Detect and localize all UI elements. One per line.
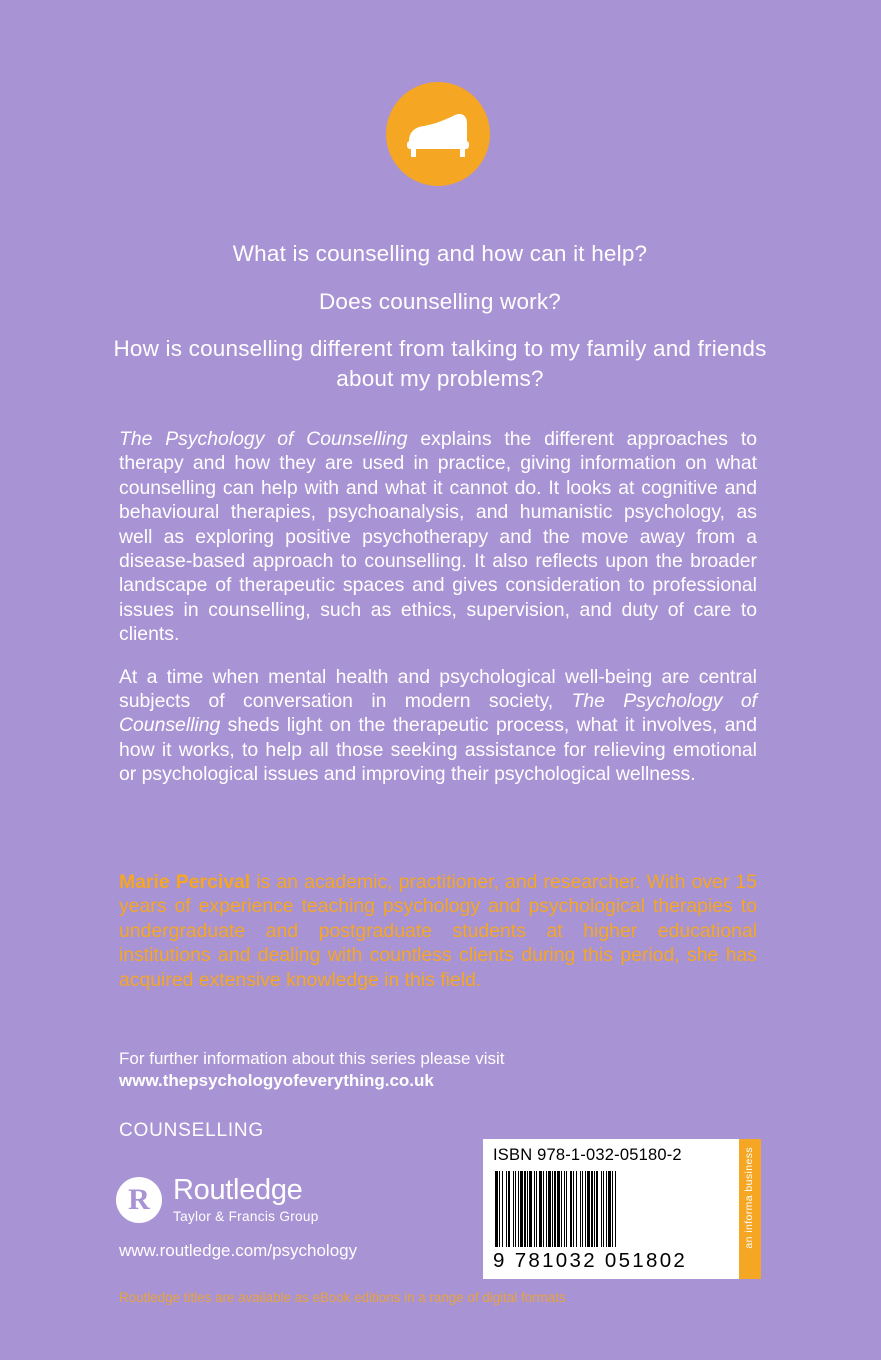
- series-info: [119, 1048, 719, 1092]
- category-label: COUNSELLING: [119, 1120, 265, 1141]
- author-bio-text: is an academic, practitioner, and researcher. With over 15 years of experience teaching psychology and psychological therapies to undergraduate and postgraduate students at higher educational institutions and dealing with countless clients during this period, she has acquired extensive knowledge in this field.: [119, 871, 758, 991]
- blurb-paragraph-2: [119, 665, 757, 787]
- author-bio: [119, 870, 757, 992]
- blurb-paragraph-1-rest: explains the different approaches to therapy and how they are used in practice, giving information on what counselling can help with and what it cannot do. It looks at cognitive and behavioural therapies, psychoanalysis, and humanistic psychology, as well as exploring positive psychotherapy and the move away from a disease-based approach to counselling. It also reflects upon the broader landscape of therapeutic spaces and gives consideration to professional issues in counselling, such as ethics, supervision, and duty of care to clients.: [119, 428, 757, 646]
- blurb-text: [119, 427, 757, 787]
- publisher-name: Routledge: [173, 1174, 303, 1206]
- question-1: What is counselling and how can it help?: [232, 241, 648, 266]
- blurb-paragraph-1: [119, 427, 757, 647]
- blurb-paragraph-2-rest: sheds light on the therapeutic process, what it involves, and how it works, to help all those seeking assistance for relieving emotional or psychological issues and improving their psychological wellness.: [119, 714, 757, 786]
- isbn-digits: 9 781032 051802: [493, 1249, 688, 1272]
- publisher-logo: [116, 1176, 319, 1224]
- questions-block: [110, 238, 770, 394]
- series-url[interactable]: www.thepsychologyofeverything.co.uk: [119, 1071, 434, 1090]
- publisher-url[interactable]: www.routledge.com/psychology: [119, 1241, 358, 1260]
- routledge-mark-icon: [116, 1177, 162, 1223]
- author-name: Marie Percival: [119, 871, 251, 893]
- isbn-label: ISBN 978-1-032-05180-2: [493, 1146, 682, 1164]
- book-title-italic-1: The Psychology of Counselling: [119, 428, 408, 450]
- routledge-mark-letter: R: [128, 1182, 150, 1216]
- informa-tab-label: an informa business: [743, 1147, 755, 1249]
- ebook-note: Routledge titles are available as eBook editions in a range of digital formats: [119, 1290, 566, 1305]
- book-title-italic-2: The Psychology of Counselling: [119, 690, 757, 737]
- blurb-paragraph-2-lead: At a time when mental health and psychological well-being are central subjects of conversation in modern society,: [119, 665, 757, 713]
- question-3: How is counselling different from talking to my family and friends about my problems?: [113, 336, 767, 391]
- barcode-bars: [495, 1171, 723, 1247]
- couch-icon: [405, 111, 471, 157]
- informa-tab: [739, 1139, 761, 1279]
- barcode-block: [483, 1139, 761, 1279]
- series-logo: [386, 82, 490, 186]
- question-2: Does counselling work?: [318, 289, 562, 314]
- series-info-line: For further information about this series please visit: [119, 1049, 505, 1068]
- publisher-subtitle: Taylor & Francis Group: [173, 1208, 319, 1224]
- publisher-text: [173, 1176, 319, 1224]
